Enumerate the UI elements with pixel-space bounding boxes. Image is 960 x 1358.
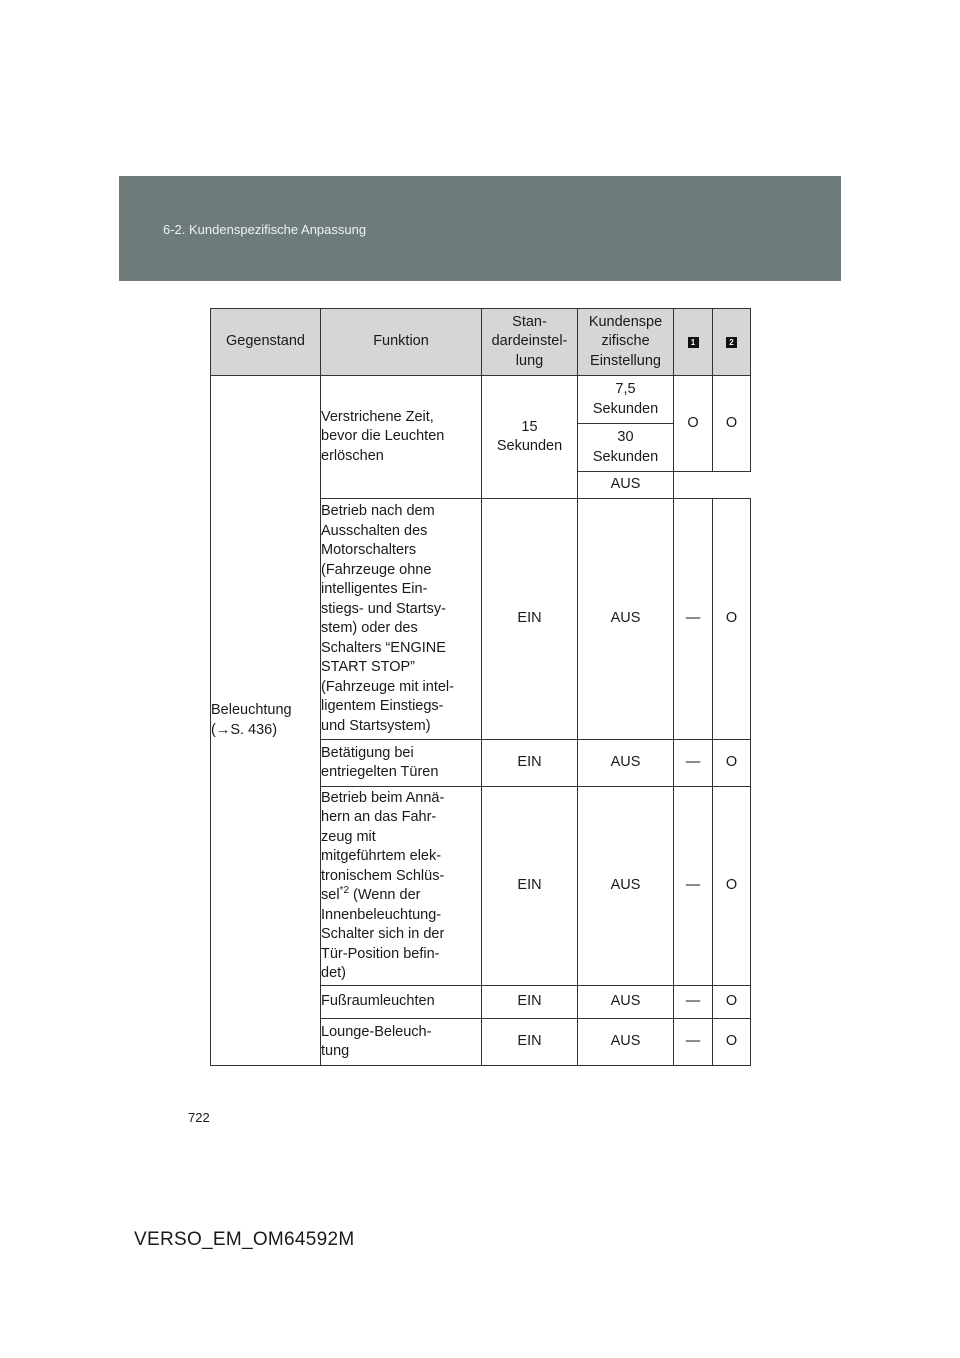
header-function: Funktion (321, 309, 482, 376)
col1-cell: — (674, 986, 713, 1019)
function-cell: Verstrichene Zeit, bevor die Leuchten erlöschen (321, 376, 482, 499)
default-cell: EIN (482, 740, 578, 787)
custom-cell: AUS (578, 986, 674, 1019)
section-title: 6-2. Kundenspezifische Anpassung (163, 222, 367, 237)
customization-table (210, 308, 751, 1066)
footnote-marker: *2 (339, 885, 349, 897)
function-text: Betrieb beim Annä- hern an das Fahr- zeug mit mitgeführtem elek- tronischem Schlüs- sel (321, 789, 445, 903)
col2-cell: O (713, 499, 751, 740)
custom-cell: AUS (578, 787, 674, 986)
col2-cell: O (713, 787, 751, 986)
col1-cell: — (674, 499, 713, 740)
col2-cell: O (713, 376, 751, 472)
custom-cell: AUS (578, 472, 674, 499)
custom-cell: AUS (578, 1019, 674, 1066)
col1-cell: — (674, 740, 713, 787)
page-number: 722 (188, 1110, 210, 1125)
function-cell: Lounge-Beleuch- tung (321, 1019, 482, 1066)
col2-cell: O (713, 740, 751, 787)
header-item: Gegenstand (211, 309, 321, 376)
col2-cell: O (713, 986, 751, 1019)
function-cell: Betätigung bei entriegelten Türen (321, 740, 482, 787)
item-cell: Beleuchtung (→S. 436) (211, 376, 321, 1066)
function-text: (Wenn der Innenbeleuchtung- Schalter sich in der Tür-Position befin- det) (321, 887, 445, 981)
section-header-band (119, 176, 841, 281)
badge-2-icon: 2 (726, 337, 737, 348)
col1-cell: — (674, 1019, 713, 1066)
custom-cell: 30 Sekunden (578, 424, 674, 472)
function-cell (321, 787, 482, 986)
default-cell: EIN (482, 986, 578, 1019)
default-cell: EIN (482, 787, 578, 986)
header-col-1 (674, 309, 713, 376)
header-default: Stan- dardeinstel- lung (482, 309, 578, 376)
default-cell: EIN (482, 1019, 578, 1066)
default-cell: 15 Sekunden (482, 376, 578, 499)
function-cell: Betrieb nach dem Ausschalten des Motorschalters (Fahrzeuge ohne intelligentes Ein- stiegs- und Startsy- stem) oder des Schalters “ENGINE START STOP” (Fahrzeuge mit intel- ligentem Einstiegs- und Startsystem) (321, 499, 482, 740)
col2-cell: O (713, 1019, 751, 1066)
default-cell: EIN (482, 499, 578, 740)
col1-cell: O (674, 376, 713, 472)
header-custom: Kundenspe zifische Einstellung (578, 309, 674, 376)
custom-cell: AUS (578, 740, 674, 787)
col1-cell: — (674, 787, 713, 986)
function-cell: Fußraumleuchten (321, 986, 482, 1019)
table-row (211, 376, 751, 424)
document-code: VERSO_EM_OM64592M (134, 1229, 355, 1250)
badge-1-icon: 1 (688, 337, 699, 348)
custom-cell: 7,5 Sekunden (578, 376, 674, 424)
custom-cell: AUS (578, 499, 674, 740)
table-header-row (211, 309, 751, 376)
header-col-2 (713, 309, 751, 376)
